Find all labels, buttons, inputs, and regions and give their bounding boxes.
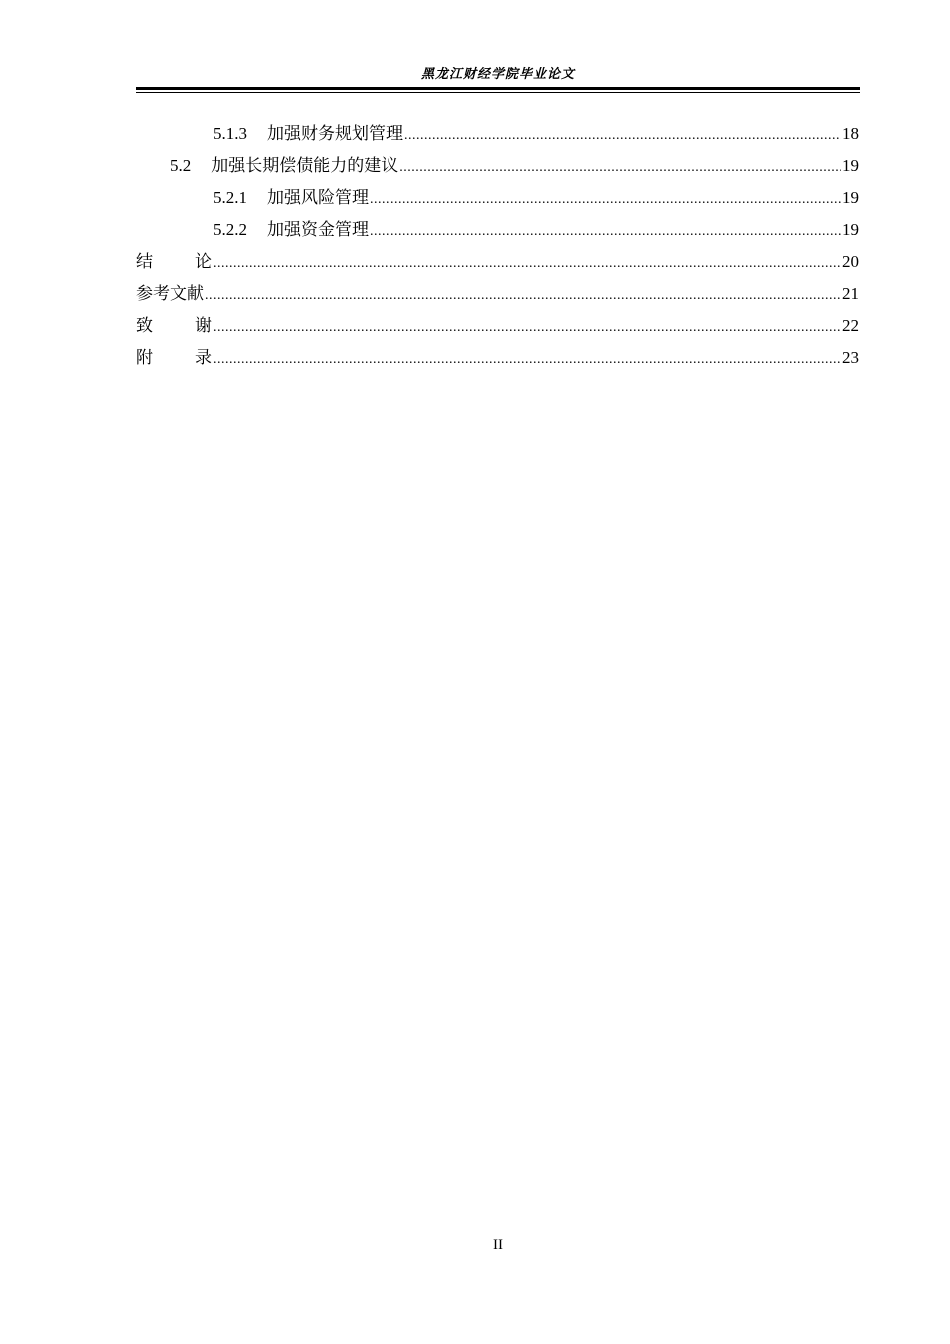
toc-entry-5-2[interactable]: [136, 154, 859, 186]
toc-entry-title: 加强风险管理: [267, 188, 369, 208]
toc-entry-title: 加强长期偿债能力的建议: [211, 156, 399, 176]
toc-title-char: 录: [195, 348, 212, 368]
toc-dot-leader: [213, 252, 841, 276]
toc-entry-number: 5.1.3: [213, 124, 247, 143]
table-of-contents: [136, 122, 859, 378]
toc-entry-number: 5.2: [170, 156, 192, 175]
toc-entry-number: 5.2.1: [213, 188, 247, 207]
toc-entry-title: 加强财务规划管理: [267, 124, 403, 144]
toc-title-char: 谢: [195, 316, 212, 336]
toc-entry-title: 参考文献: [136, 284, 204, 304]
toc-title-char: 论: [195, 252, 212, 272]
toc-entry-5-2-2[interactable]: [136, 218, 859, 250]
header-rule-thick: [136, 87, 860, 90]
toc-entry-page: 19: [842, 220, 859, 239]
toc-dot-leader: [370, 188, 841, 212]
toc-title-char: 结: [136, 252, 153, 272]
toc-entry-references[interactable]: [136, 282, 859, 314]
toc-dot-leader: [213, 316, 841, 340]
running-header-title: 黑龙江财经学院毕业论文: [420, 67, 575, 82]
toc-dot-leader: [205, 284, 841, 308]
toc-entry-title: 加强资金管理: [267, 220, 369, 240]
toc-entry-page: 18: [842, 124, 859, 143]
toc-entry-appendix[interactable]: [136, 346, 859, 378]
toc-entry-page: 22: [842, 316, 859, 335]
footer-page-number: II: [493, 1237, 503, 1253]
toc-dot-leader: [213, 348, 841, 372]
toc-entry-page: 23: [842, 348, 859, 367]
toc-entry-conclusion[interactable]: [136, 250, 859, 282]
toc-dot-leader: [404, 124, 841, 148]
toc-entry-title: [136, 346, 212, 370]
toc-entry-title: [136, 314, 212, 338]
toc-entry-acknowledgements[interactable]: [136, 314, 859, 346]
toc-dot-leader: [399, 156, 841, 180]
toc-entry-page: 21: [842, 284, 859, 303]
toc-entry-number: 5.2.2: [213, 220, 247, 239]
toc-entry-page: 19: [842, 156, 859, 175]
toc-entry-5-2-1[interactable]: [136, 186, 859, 218]
header-rule-thin: [136, 92, 860, 93]
toc-entry-title: [136, 250, 212, 274]
toc-entry-page: 20: [842, 252, 859, 271]
toc-entry-page: 19: [842, 188, 859, 207]
toc-title-char: 附: [136, 348, 153, 368]
toc-title-char: 致: [136, 316, 153, 336]
toc-dot-leader: [370, 220, 841, 244]
toc-entry-5-1-3[interactable]: [136, 122, 859, 154]
